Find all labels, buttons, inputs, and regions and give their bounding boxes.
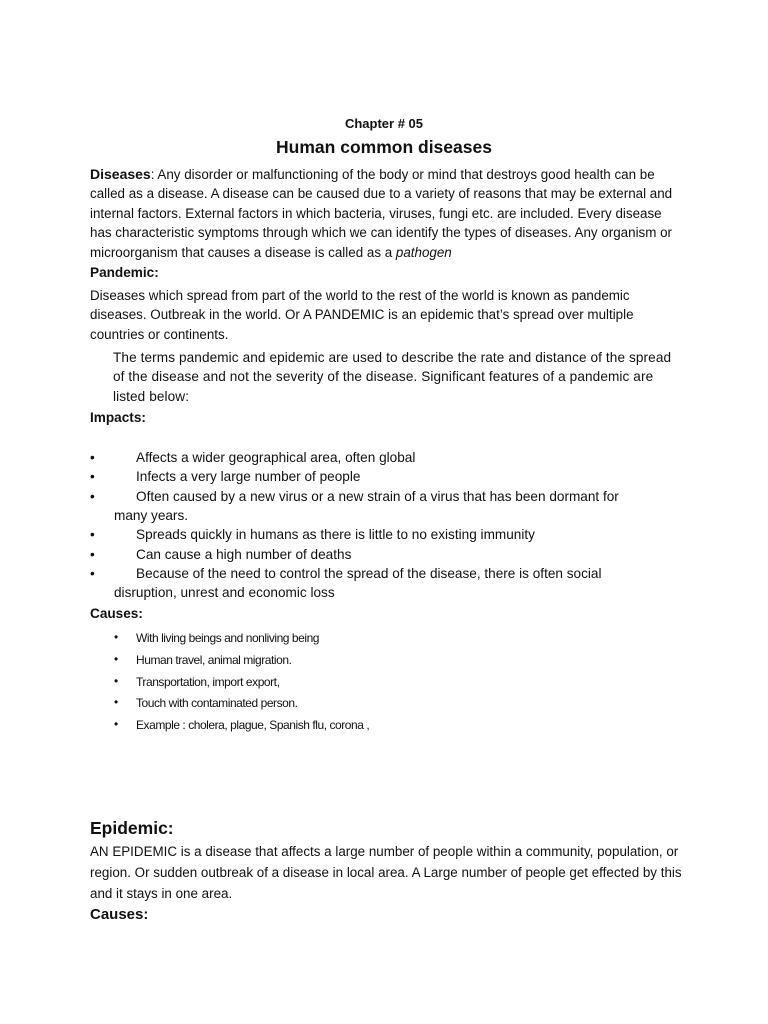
pandemic-indent-paragraph: The terms pandemic and epidemic are used to describe the rate and distance of the spread of the disease and not the severity of the disease. Significant features of a pandemic are listed below:	[113, 350, 672, 404]
impacts-heading: Impacts:	[90, 410, 146, 425]
bullet-icon: •	[90, 489, 95, 504]
chapter-label: Chapter # 05	[344, 116, 424, 131]
impact-item	[90, 545, 690, 564]
impact-item	[90, 448, 690, 467]
impact-item-text: Affects a wider geographical area, often global	[136, 450, 416, 465]
epidemic-paragraph: AN EPIDEMIC is a disease that affects a large number of people within a community, population, or region. Or sudden outbreak of a disease in local area. A Large number of people get effected by this and it stays in one area.	[90, 844, 682, 901]
pathogen-term: pathogen	[395, 244, 452, 260]
bullet-icon: •	[114, 652, 118, 666]
diseases-text: : Any disorder or malfunctioning of the body or mind that destroys good health can be called as a disease. A disease can be caused due to a variety of reasons that may be external and internal factors. External factors in which bacteria, viruses, fungi etc. are included. Every disease has characteristic symptoms through which we can identify the types of diseases. Any organism or microorganism that causes a disease is called as a	[90, 167, 673, 260]
pandemic-heading: Pandemic:	[90, 265, 159, 280]
diseases-paragraph	[90, 165, 680, 262]
bullet-icon: •	[114, 717, 118, 731]
impact-item-text-continued: disruption, unrest and economic loss	[114, 585, 335, 601]
cause-item	[114, 695, 298, 711]
impact-item-text: Infects a very large number of people	[136, 469, 361, 484]
cause-item-text: Transportation, import export,	[136, 675, 280, 689]
bullet-icon: •	[90, 469, 95, 484]
cause-item	[114, 630, 319, 646]
bullet-icon: •	[114, 674, 118, 688]
impact-item	[90, 467, 690, 486]
bullet-icon: •	[90, 450, 95, 465]
bullet-icon: •	[90, 527, 95, 542]
impact-item-text: Can cause a high number of deaths	[136, 547, 352, 562]
cause-item	[114, 674, 279, 690]
cause-item-text: Touch with contaminated person.	[136, 696, 298, 710]
page-title: Human common diseases	[276, 137, 492, 157]
impact-item-text: Often caused by a new virus or a new strain of a virus that has been dormant for	[136, 489, 619, 504]
bullet-icon: •	[114, 695, 118, 709]
impact-item	[90, 487, 690, 526]
cause-item	[114, 652, 291, 668]
pandemic-paragraph: Diseases which spread from part of the world to the rest of the world is known as pandemic diseases. Outbreak in the world. Or A PANDEMIC is an epidemic that’s spread over multiple countries or continents.	[90, 288, 634, 342]
impact-item-text: Because of the need to control the spread of the disease, there is often social	[136, 566, 602, 581]
bullet-icon: •	[114, 630, 118, 644]
cause-item-text: Example : cholera, plague, Spanish flu, corona ,	[136, 718, 370, 732]
cause-item	[114, 717, 369, 733]
impact-item	[90, 564, 690, 603]
bullet-icon: •	[90, 547, 95, 562]
bullet-icon: •	[90, 566, 95, 581]
causes-heading: Causes:	[90, 606, 143, 621]
epidemic-causes-heading: Causes:	[90, 906, 149, 923]
impact-item-text: Spreads quickly in humans as there is little to no existing immunity	[136, 527, 535, 542]
diseases-term: Diseases	[90, 166, 151, 182]
cause-item-text: With living beings and nonliving being	[136, 631, 320, 645]
epidemic-heading: Epidemic:	[90, 818, 174, 838]
impact-item	[90, 525, 690, 544]
impact-item-text-continued: many years.	[114, 508, 189, 524]
cause-item-text: Human travel, animal migration.	[136, 653, 292, 667]
